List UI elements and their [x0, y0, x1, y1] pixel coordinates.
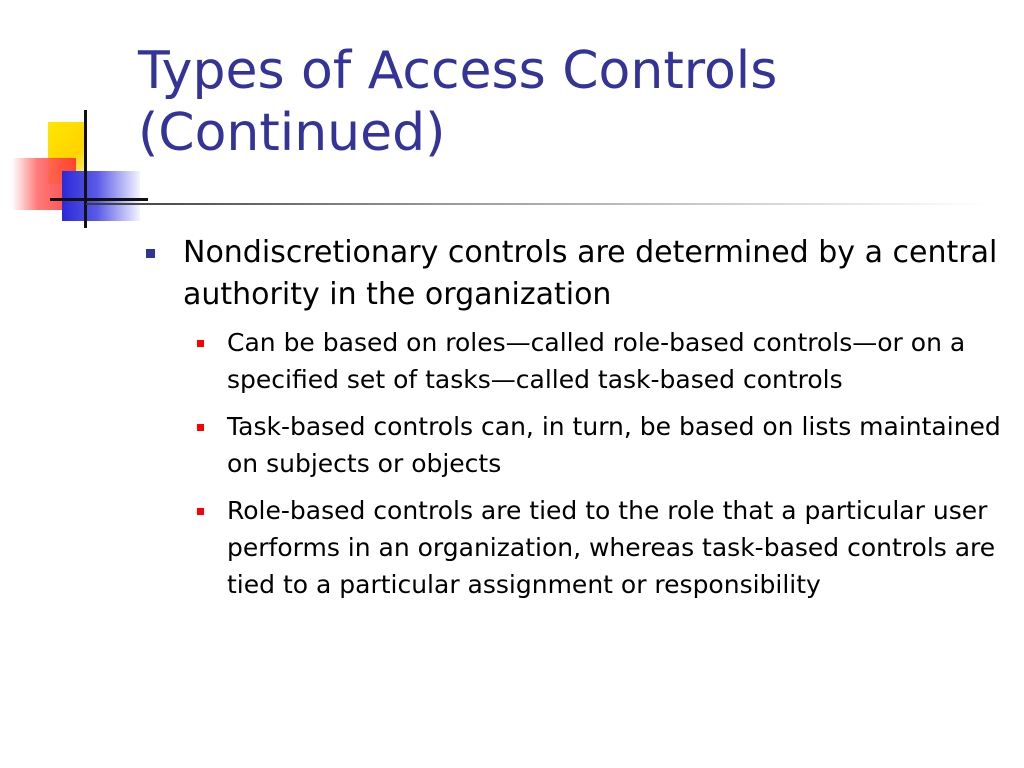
sub-bullet-list: [140, 324, 1010, 603]
vertical-line-decoration: [84, 110, 87, 228]
sub-bullet-text: Role-based controls are tied to the role that a particular user performs in an organization, whereas task-based controls are tied to a particular assignment or responsibility: [227, 496, 996, 599]
bullet-text: Nondiscretionary controls are determined by a central authority in the organization: [183, 235, 998, 312]
bullet-level2: [140, 492, 1010, 603]
bullet-level2: [140, 324, 1010, 398]
title-underline-rule: [86, 203, 986, 205]
bullet-level2: [140, 408, 1010, 482]
slide-body: [140, 232, 1010, 613]
square-bullet-icon: [197, 508, 204, 515]
bullet-level1: [140, 232, 1010, 316]
slide-title: Types of Access Controls (Continued): [138, 41, 778, 163]
square-bullet-icon: [197, 424, 204, 431]
blue-square-decoration: [62, 171, 140, 221]
square-bullet-icon: [146, 249, 155, 258]
horizontal-line-decoration: [50, 198, 148, 201]
sub-bullet-text: Can be based on roles—called role-based controls—or on a specified set of tasks—called task-based controls: [227, 328, 966, 394]
square-bullet-icon: [197, 340, 204, 347]
sub-bullet-text: Task-based controls can, in turn, be based on lists maintained on subjects or objects: [227, 412, 1001, 478]
